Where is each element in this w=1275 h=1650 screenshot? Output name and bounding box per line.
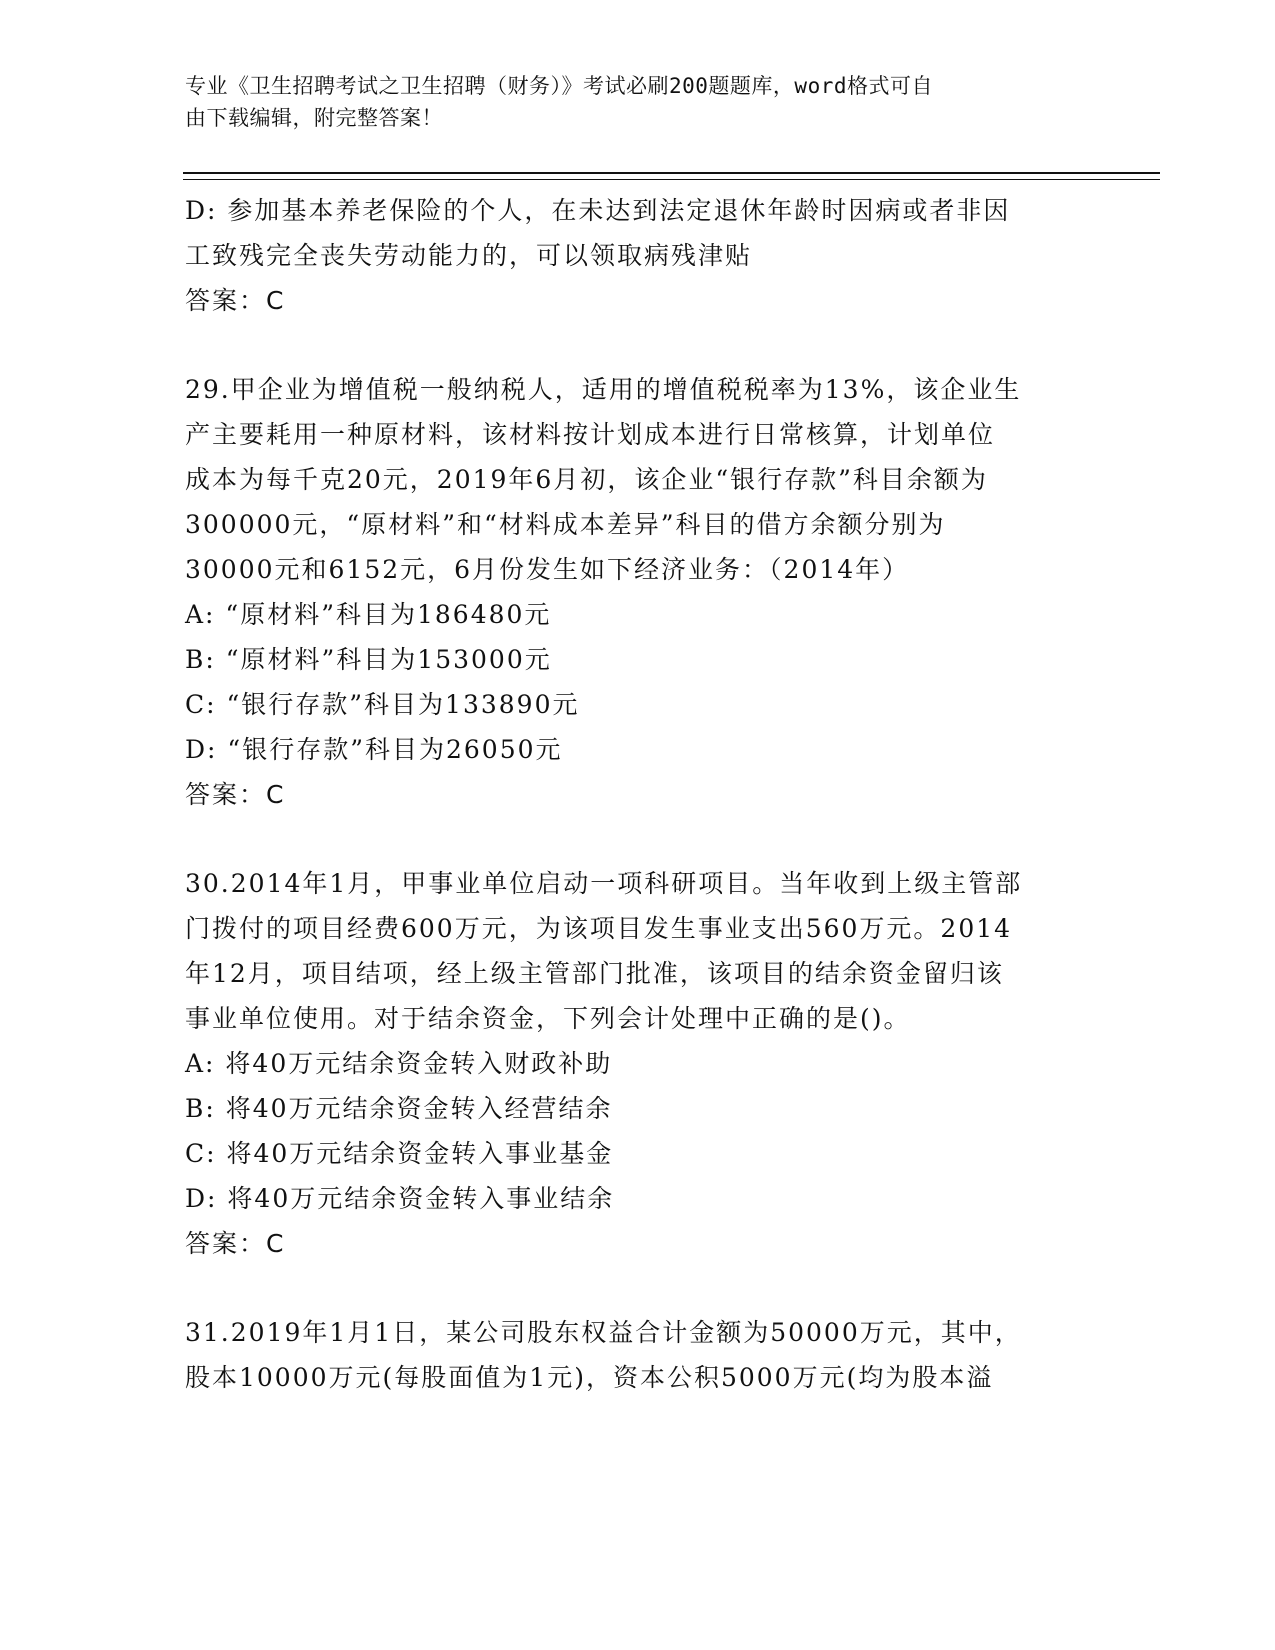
option-d-line-2: 工致残完全丧失劳动能力的，可以领取病残津贴 <box>185 241 753 270</box>
question-stem-line: 31.2019年1月1日，某公司股东权益合计金额为50000万元，其中， <box>185 1318 1022 1347</box>
question-stem-line: 事业单位使用。对于结余资金，下列会计处理中正确的是()。 <box>185 1004 911 1033</box>
question-stem-line: 300000元，“原材料”和“材料成本差异”科目的借方余额分别为 <box>185 510 946 539</box>
answer-label: 答案：C <box>185 1229 286 1258</box>
option-b: B: 将40万元结余资金转入经营结余 <box>185 1094 613 1123</box>
header-rule-thin <box>183 179 1160 180</box>
document-body <box>185 188 1085 1400</box>
answer-label: 答案：C <box>185 286 286 315</box>
question-stem-line: 年12月，项目结项，经上级主管部门批准，该项目的结余资金留归该 <box>185 959 1004 988</box>
document-header <box>185 70 1065 134</box>
question-stem-line: 门拨付的项目经费600万元，为该项目发生事业支出560万元。2014 <box>185 914 1013 943</box>
question-stem-line: 产主要耗用一种原材料，该材料按计划成本进行日常核算，计划单位 <box>185 420 996 449</box>
question-stem-line: 成本为每千克20元，2019年6月初，该企业“银行存款”科目余额为 <box>185 465 988 494</box>
question-29 <box>185 367 1085 817</box>
option-d-line-1: D: 参加基本养老保险的个人，在未达到法定退休年龄时因病或者非因 <box>185 196 1011 225</box>
option-a: A: 将40万元结余资金转入财政补助 <box>185 1049 613 1078</box>
question-28-tail <box>185 188 1085 323</box>
header-line-2: 由下载编辑，附完整答案！ <box>185 106 443 130</box>
header-rule-thick <box>183 172 1160 174</box>
answer-label: 答案：C <box>185 780 286 809</box>
question-30 <box>185 861 1085 1266</box>
question-stem-line: 股本10000万元(每股面值为1元)，资本公积5000万元(均为股本溢 <box>185 1363 994 1392</box>
question-31 <box>185 1310 1085 1400</box>
question-stem-line: 30.2014年1月，甲事业单位启动一项科研项目。当年收到上级主管部 <box>185 869 1023 898</box>
option-d: D: 将40万元结余资金转入事业结余 <box>185 1184 615 1213</box>
header-line-1: 专业《卫生招聘考试之卫生招聘（财务）》考试必刷200题题库，word格式可自 <box>185 74 933 98</box>
option-c: C: 将40万元结余资金转入事业基金 <box>185 1139 614 1168</box>
spacer <box>185 1266 1085 1310</box>
question-stem-line: 29.甲企业为增值税一般纳税人，适用的增值税税率为13%，该企业生 <box>185 375 1022 404</box>
question-stem-line: 30000元和6152元，6月份发生如下经济业务：（2014年） <box>185 555 910 584</box>
spacer <box>185 817 1085 861</box>
option-d: D: “银行存款”科目为26050元 <box>185 735 563 764</box>
option-a: A: “原材料”科目为186480元 <box>185 600 552 629</box>
spacer <box>185 323 1085 367</box>
option-c: C: “银行存款”科目为133890元 <box>185 690 580 719</box>
option-b: B: “原材料”科目为153000元 <box>185 645 552 674</box>
